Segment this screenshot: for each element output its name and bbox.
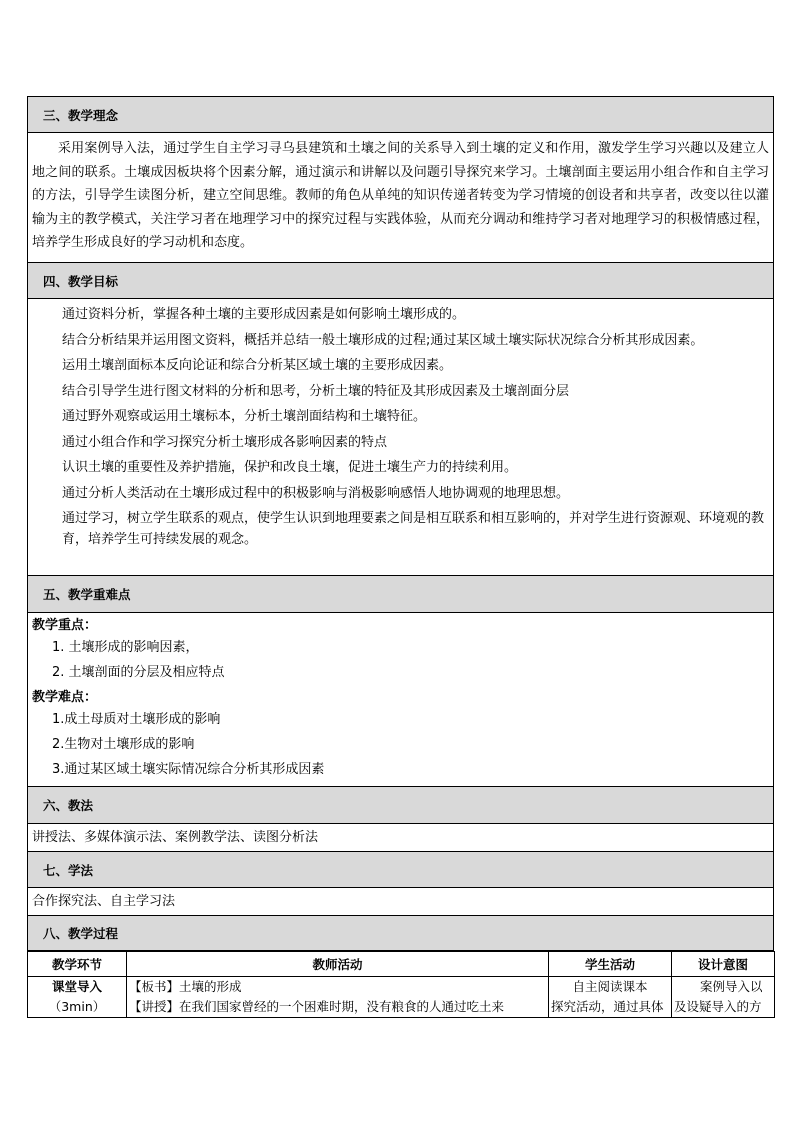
objective-item: 结合分析结果并运用图文资料，概括并总结一般土壤形成的过程;通过某区域土壤实际状况综合分析其形成因素。 bbox=[62, 332, 704, 348]
objective-item: 通过资料分析，掌握各种土壤的主要形成因素是如何影响土壤形成的。 bbox=[62, 307, 466, 322]
design-intent-line: 及设疑导入的方 bbox=[674, 999, 762, 1014]
objective-item: 通过分析人类活动在土壤形成过程中的积极影响与消极影响感悟人地协调观的地理思想。 bbox=[62, 485, 570, 501]
teacher-activity-cell bbox=[127, 977, 549, 1018]
section-5-header bbox=[27, 576, 774, 613]
design-intent-line: 案例导入以 bbox=[700, 979, 763, 994]
teaching-process-table bbox=[27, 951, 775, 1018]
key-point-item: 2. 土壤剖面的分层及相应特点 bbox=[52, 665, 225, 680]
section-4-body bbox=[27, 299, 774, 576]
learning-methods-text: 合作探究法、自主学习法 bbox=[32, 894, 176, 909]
difficulty-item: 2.生物对土壤形成的影响 bbox=[52, 737, 195, 752]
key-points-title: 教学重点： bbox=[32, 618, 98, 633]
section-3-header bbox=[27, 96, 774, 133]
section-8-title: 八、教学过程 bbox=[43, 926, 119, 941]
section-4-title: 四、教学目标 bbox=[43, 273, 119, 289]
teaching-methods-text: 讲授法、多媒体演示法、案例教学法、读图分析法 bbox=[32, 830, 319, 845]
column-header: 教师活动 bbox=[127, 952, 549, 977]
teacher-activity-line: 【讲授】在我们国家曾经的一个困难时期，没有粮食的人通过吃土来 bbox=[129, 999, 505, 1014]
student-activity-cell bbox=[549, 977, 672, 1018]
stage-name: 课堂导入 bbox=[51, 979, 102, 994]
section-6-title: 六、教法 bbox=[43, 798, 94, 813]
student-activity-line: 自主阅读课本 bbox=[572, 979, 648, 994]
section-7-title: 七、学法 bbox=[43, 862, 94, 878]
lesson-plan-document bbox=[27, 96, 774, 1018]
objective-item: 通过学习，树立学生联系的观点，使学生认识到地理要素之间是相互联系和相互影响的，并对学生进行资源观、环境观的教育，培养学生可持续发展的观念。 bbox=[62, 511, 765, 547]
stage-time: （3min） bbox=[48, 999, 106, 1014]
objective-item: 通过野外观察或运用土壤标本，分析土壤剖面结构和土壤特征。 bbox=[62, 409, 427, 424]
section-5-title: 五、教学重难点 bbox=[43, 587, 131, 602]
section-6-header bbox=[27, 787, 774, 824]
section-6-body bbox=[27, 824, 774, 852]
difficulty-item: 1.成土母质对土壤形成的影响 bbox=[52, 712, 221, 727]
teacher-activity-line: 【板书】土壤的形成 bbox=[129, 979, 242, 994]
section-3-title: 三、教学理念 bbox=[43, 107, 119, 123]
section-7-header bbox=[27, 852, 774, 888]
difficulties-title: 教学难点： bbox=[32, 690, 98, 705]
column-header: 教学环节 bbox=[28, 952, 127, 977]
stage-cell bbox=[28, 977, 127, 1018]
section-3-paragraph: 采用案例导入法，通过学生自主学习寻乌县建筑和土壤之间的关系导入到土壤的定义和作用，激发学生学习兴趣以及建立人地之间的联系。土壤成因板块将个因素分解，通过演示和讲解以及问题引导探究来学习。土壤剖面主要运用小组合作和自主学习的方法，引导学生读图分析，建立空间思维。教师的角色从单纯的知识传递者转变为学习情境的创设者和共享者，改变以往以灌输为主的教学模式，关注学习者在地理学习中的探究过程与实践体验，从而充分调动和维持学习者对地理学习的积极情感过程，培养学生形成良好的学习动机和态度。 bbox=[32, 141, 769, 250]
objective-item: 结合引导学生进行图文材料的分析和思考，分析土壤的特征及其形成因素及土壤剖面分层 bbox=[62, 383, 570, 399]
section-3-body bbox=[27, 133, 774, 263]
column-header: 设计意图 bbox=[672, 952, 775, 977]
table-header-row bbox=[28, 952, 775, 977]
section-4-header bbox=[27, 263, 774, 299]
student-activity-line: 探究活动，通过具体 bbox=[551, 999, 664, 1014]
objective-item: 通过小组合作和学习探究分析土壤形成各影响因素的特点 bbox=[62, 434, 388, 450]
objective-item: 运用土壤剖面标本反向论证和综合分析某区域土壤的主要形成因素。 bbox=[62, 358, 453, 373]
design-intent-cell bbox=[672, 977, 775, 1018]
section-7-body bbox=[27, 888, 774, 916]
difficulty-item: 3.通过某区域土壤实际情况综合分析其形成因素 bbox=[52, 762, 325, 777]
key-point-item: 1. 土壤形成的影响因素， bbox=[52, 640, 199, 655]
section-8-header bbox=[27, 916, 774, 951]
table-row bbox=[28, 977, 775, 1018]
objective-item: 认识土壤的重要性及养护措施，保护和改良土壤，促进土壤生产力的持续利用。 bbox=[62, 460, 518, 475]
section-5-body bbox=[27, 613, 774, 787]
column-header: 学生活动 bbox=[549, 952, 672, 977]
